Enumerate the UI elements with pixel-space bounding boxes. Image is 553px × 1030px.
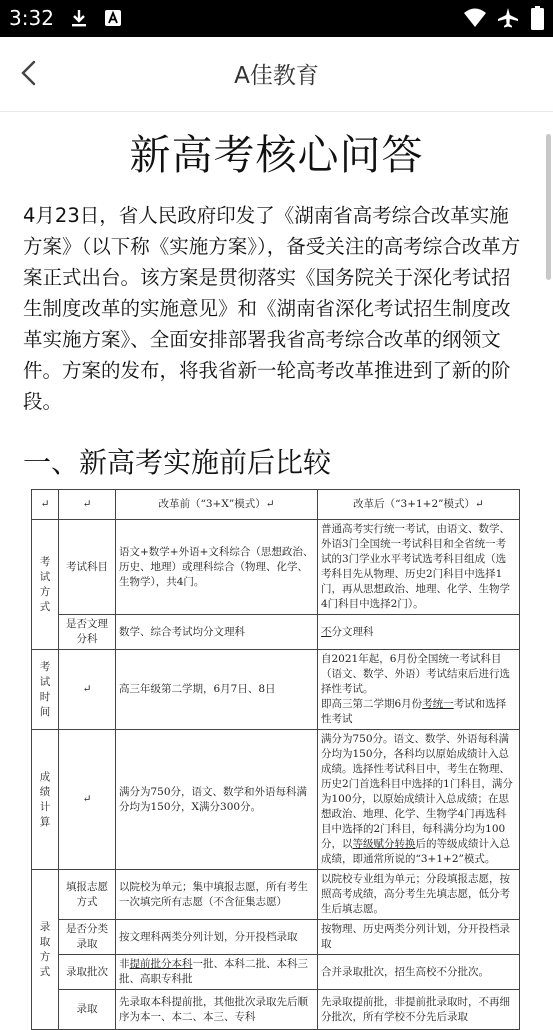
section-heading: 一、新高考实施前后比较 xyxy=(23,446,332,479)
row-label: 录取 xyxy=(59,990,116,1030)
table-header-before: 改革前（“3+X”模式）↵ xyxy=(116,490,318,520)
table-cell: ↵ xyxy=(59,650,116,730)
table-cell: 先录取本科提前批，其他批次录取先后顺序为本一、本二、本三、专科 xyxy=(116,990,318,1030)
table-cell: 按物理、历史两类分列计划，分开投档录取 xyxy=(318,920,520,955)
table-cell xyxy=(318,650,520,730)
cell-text-suffix: 考试和选择性考试 xyxy=(321,698,507,725)
table-cell xyxy=(318,615,520,650)
row-group-label: 考试方式 xyxy=(32,520,59,650)
table-cell: 以院校为单元；集中填报志愿，所有考生一次填完所有志愿（不含征集志愿） xyxy=(116,870,318,920)
intro-paragraph: 4月23日，省人民政府印发了《湖南省高考综合改革实施方案》（以下称《实施方案》），备受关注的高考综合改革方案正式出台。该方案是贯彻落实《国务院关于深化考试招生制度改革的实施意见》和《湖南省深化考试招生制度改革实施方案》、全面安排部署我省高考综合改革的纲领文件。方案的发布，将我省新一轮高考改革推进到了新的阶段。 xyxy=(23,204,521,413)
table-header-after: 改革后（“3+1+2”模式）↵ xyxy=(318,490,520,520)
comparison-table xyxy=(31,489,520,1030)
cell-text: 自2021年起，6月份全国统一考试科目（语文、数学、外语）考试结束后进行选择性考试。 xyxy=(321,653,510,695)
table-cell xyxy=(116,955,318,990)
row-group-label: 录取方式 xyxy=(32,870,59,1030)
table-row xyxy=(32,990,520,1030)
row-label: 是否文理分科 xyxy=(59,615,116,650)
airplane-icon xyxy=(497,7,519,29)
table-row xyxy=(32,870,520,920)
download-icon xyxy=(70,8,88,28)
app-notification-icon xyxy=(104,8,122,28)
cell-text: 后的等级成绩计入总成绩，即通常所说的“3+1+2”模式。 xyxy=(321,838,510,865)
table-row xyxy=(32,920,520,955)
table-row xyxy=(32,955,520,990)
table-row xyxy=(32,650,520,730)
cell-text: 非 xyxy=(119,958,130,970)
status-bar xyxy=(0,0,553,37)
underlined-text: 提前批分本科 xyxy=(129,958,193,970)
app-title: A佳教育 xyxy=(234,63,319,89)
table-row xyxy=(32,520,520,615)
cell-text xyxy=(321,697,516,727)
table-cell: 高三年级第二学期，6月7日、8日 xyxy=(116,650,318,730)
article-title: 新高考核心问答 xyxy=(129,131,424,179)
table-cell: 语文+数学+外语+文科综合（思想政治、历史、地理）或理科综合（物理、化学、生物学），共4门。 xyxy=(116,520,318,615)
row-group-label: 考试时间 xyxy=(32,650,59,730)
table-cell: ↵ xyxy=(59,730,116,870)
table-row xyxy=(32,730,520,870)
table-cell: 以院校专业组为单元；分段填报志愿，按照高考成绩，高分考生先填志愿，低分考生后填志愿。 xyxy=(318,870,520,920)
row-group-label: 成绩计算 xyxy=(32,730,59,870)
table-cell: 满分为750分，语文、数学和外语每科满分均为150分，X满分300分。 xyxy=(116,730,318,870)
underlined-text: 等级赋分转换 xyxy=(352,838,416,850)
app-bar xyxy=(0,37,553,112)
table-row xyxy=(32,490,520,520)
underlined-text: 考统一 xyxy=(422,698,454,710)
table-cell: 合并录取批次，招生高校不分批次。 xyxy=(318,955,520,990)
cell-text-prefix: 即高三第二学期6月份 xyxy=(321,698,423,710)
table-cell: 按文理科两类分列计划，分开投档录取 xyxy=(116,920,318,955)
table-cell: 先录取提前批，非提前批录取时，不再细分批次，所有学校不分先后录取 xyxy=(318,990,520,1030)
table-cell: ↵ xyxy=(32,490,59,520)
table-cell xyxy=(318,730,520,870)
table-row xyxy=(32,615,520,650)
wifi-icon xyxy=(463,7,487,29)
status-time: 3:32 xyxy=(9,6,54,30)
cell-text: 一批、本科二批、本科三批、高职专科批 xyxy=(119,958,308,985)
row-label: 考试科目 xyxy=(59,520,116,615)
battery-icon xyxy=(531,6,544,30)
table-cell: 数学、综合考试均分文理科 xyxy=(116,615,318,650)
cell-text: 满分为750分。语文、数学、外语每科满分均为150分，各科均以原始成绩计入总成绩。选择性考试科目中，考生在物理、历史2门首选科目中选择的1门科目，满分为100分，以原始成绩计入总成绩；在思想政治、地理、化学、生物学4门再选科目中选择的2门科目，每科满分均为100分，以 xyxy=(321,733,513,850)
row-label: 填报志愿方式 xyxy=(59,870,116,920)
row-label: 是否分类录取 xyxy=(59,920,116,955)
cell-text: 分文理科 xyxy=(331,625,374,638)
row-label: 录取批次 xyxy=(59,955,116,990)
table-cell: ↵ xyxy=(59,490,116,520)
table-cell: 普通高考实行统一考试，由语文、数学、外语3门全国统一考试科目和全省统一考试的3门学业水平考试选考科目组成（选考科目先从物理、历史2门科目中选择1门，再从思想政治、地理、化学、生物学4门科目中选择2门）。 xyxy=(318,520,520,615)
underlined-text: 不 xyxy=(321,625,332,638)
